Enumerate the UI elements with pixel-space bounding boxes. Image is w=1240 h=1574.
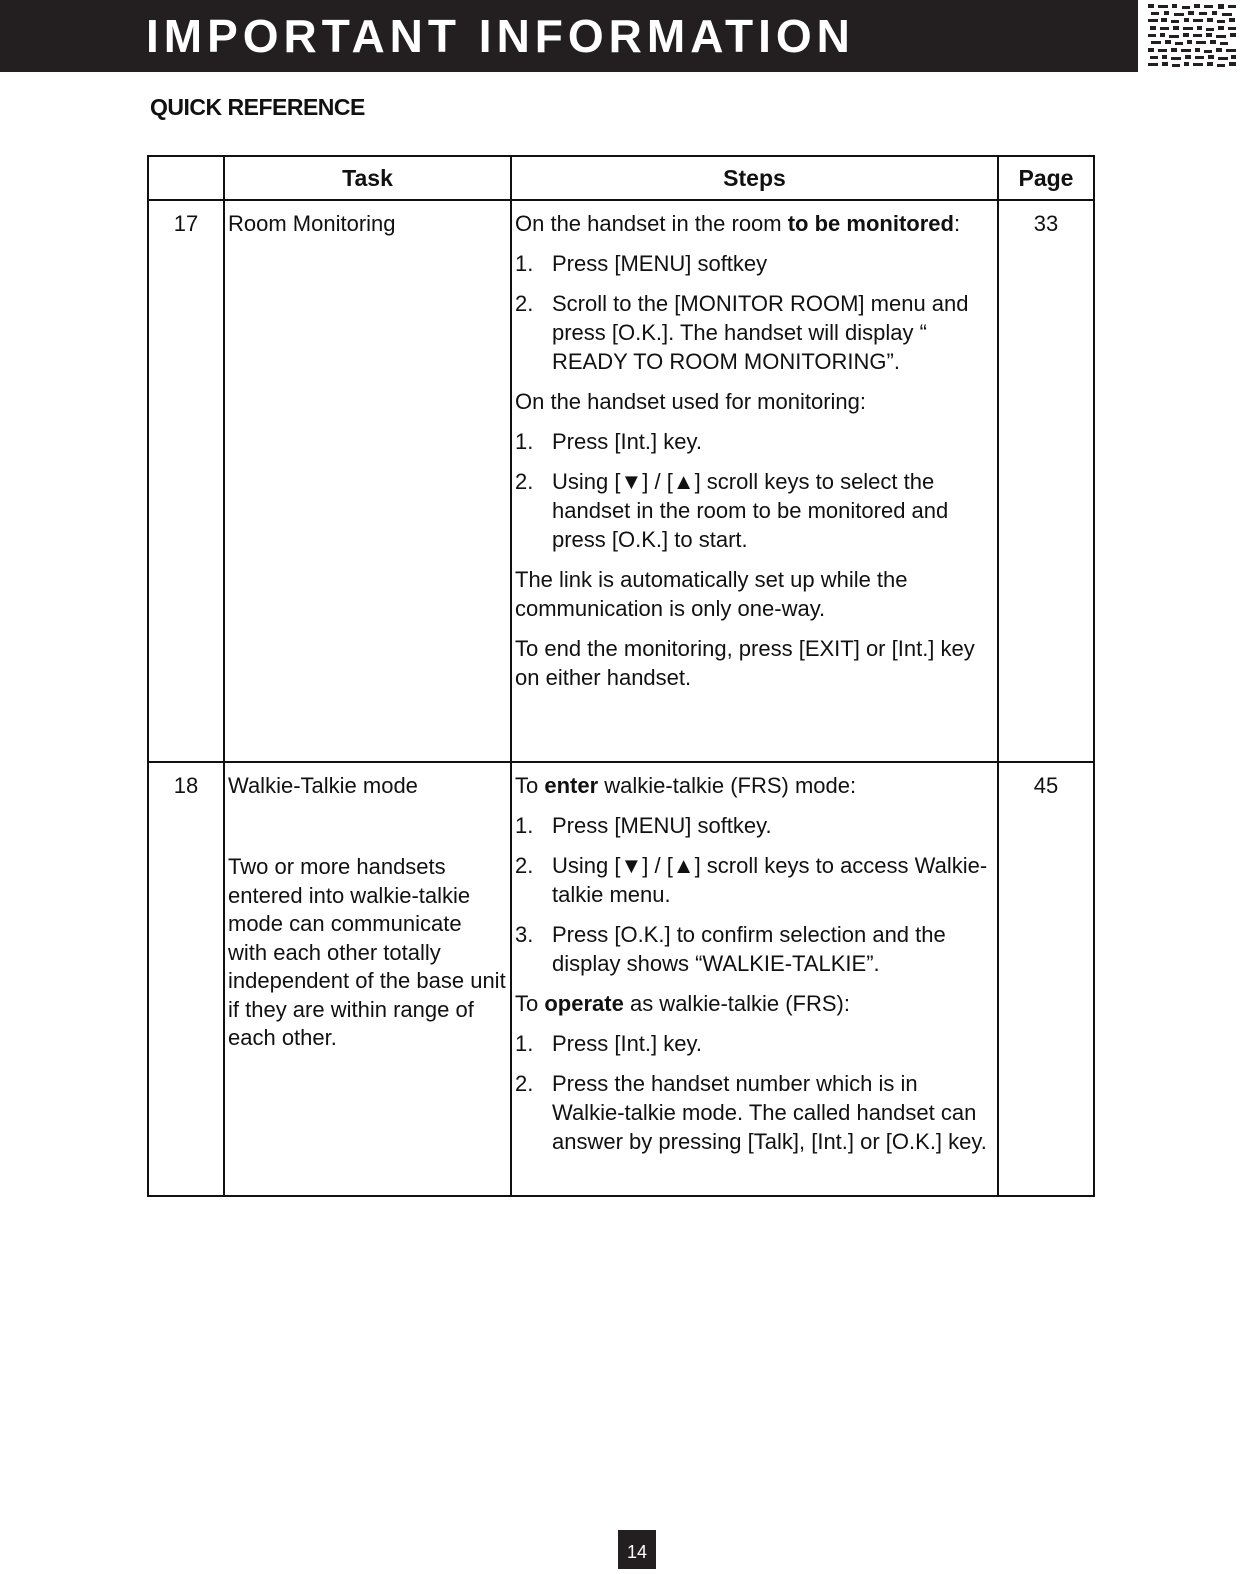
header-bar <box>0 0 1138 72</box>
step-item <box>515 1029 993 1058</box>
step-text: Scroll to the [MONITOR ROOM] menu and press [O.K.]. The handset will display “ READY TO ROOM MONITORING”. <box>552 291 969 374</box>
step-item <box>515 467 993 554</box>
step-text: Press [MENU] softkey <box>552 251 768 276</box>
task-description: Two or more handsets entered into walkie-talkie mode can communicate with each other totally independent of the base unit if they are within range of each other. <box>228 854 506 1050</box>
steps-paragraph: The link is automatically set up while the communication is only one-way. <box>515 567 908 621</box>
dot-pattern-graphic <box>1146 2 1238 72</box>
steps-intro <box>515 209 993 238</box>
table-row <box>148 762 1094 1196</box>
step-number: 1. <box>515 1031 534 1056</box>
row-number: 18 <box>148 762 224 1196</box>
steps-paragraph: On the handset used for monitoring: <box>515 389 866 414</box>
intro-text: To <box>515 991 545 1016</box>
intro-emphasis: to be monitored <box>787 211 954 236</box>
section-title: QUICK REFERENCE <box>150 94 365 120</box>
step-text: Using [▼] / [▲] scroll keys to select the handset in the room to be monitored and press [O.K.] to start. <box>552 469 949 552</box>
step-text: Using [▼] / [▲] scroll keys to access Walkie- talkie menu. <box>552 853 988 907</box>
step-item <box>515 289 993 376</box>
task-name: Room Monitoring <box>224 200 511 762</box>
step-number: 1. <box>515 429 534 454</box>
intro-text: walkie-talkie (FRS) mode: <box>598 773 857 798</box>
step-item <box>515 427 993 456</box>
step-item <box>515 249 993 278</box>
task-cell <box>224 762 511 1196</box>
page-reference: 45 <box>998 762 1094 1196</box>
step-text: Press [O.K.] to confirm selection and the display shows “WALKIE-TALKIE”. <box>552 922 946 976</box>
step-number: 1. <box>515 251 534 276</box>
step-item <box>515 851 993 909</box>
intro-text: as walkie-talkie (FRS): <box>623 991 850 1016</box>
step-text: Press [Int.] key. <box>552 429 702 454</box>
header-steps: Steps <box>511 156 998 200</box>
step-text: Press [MENU] softkey. <box>552 813 772 838</box>
step-text: Press [Int.] key. <box>552 1031 702 1056</box>
header-page: Page <box>998 156 1094 200</box>
step-item <box>515 811 993 840</box>
header-number <box>148 156 224 200</box>
step-number: 2. <box>515 1071 534 1096</box>
steps-intro <box>515 989 993 1018</box>
quick-reference-table <box>147 155 1095 1197</box>
task-name: Walkie-Talkie mode <box>228 773 418 798</box>
intro-text: On the handset in the room <box>515 211 788 236</box>
page-reference: 33 <box>998 200 1094 762</box>
step-number: 2. <box>515 291 534 316</box>
page-number: 14 <box>618 1530 656 1569</box>
steps-paragraph: To end the monitoring, press [EXIT] or [Int.] key on either handset. <box>515 636 975 690</box>
table-row <box>148 200 1094 762</box>
table-header-row <box>148 156 1094 200</box>
intro-colon: : <box>953 211 961 236</box>
step-item <box>515 920 993 978</box>
steps-intro <box>515 771 993 800</box>
intro-emphasis: enter <box>544 773 599 798</box>
page-title: IMPORTANT INFORMATION <box>146 10 855 62</box>
step-number: 2. <box>515 853 534 878</box>
step-number: 1. <box>515 813 534 838</box>
row-number: 17 <box>148 200 224 762</box>
step-item <box>515 1069 993 1156</box>
intro-text: To <box>515 773 545 798</box>
steps-cell <box>511 200 998 762</box>
header-task: Task <box>224 156 511 200</box>
steps-cell <box>511 762 998 1196</box>
step-number: 2. <box>515 469 534 494</box>
step-number: 3. <box>515 922 534 947</box>
intro-emphasis: operate <box>544 991 624 1016</box>
step-text: Press the handset number which is in Walkie-talkie mode. The called handset can answer by pressing [Talk], [Int.] or [O.K.] key. <box>552 1071 987 1154</box>
